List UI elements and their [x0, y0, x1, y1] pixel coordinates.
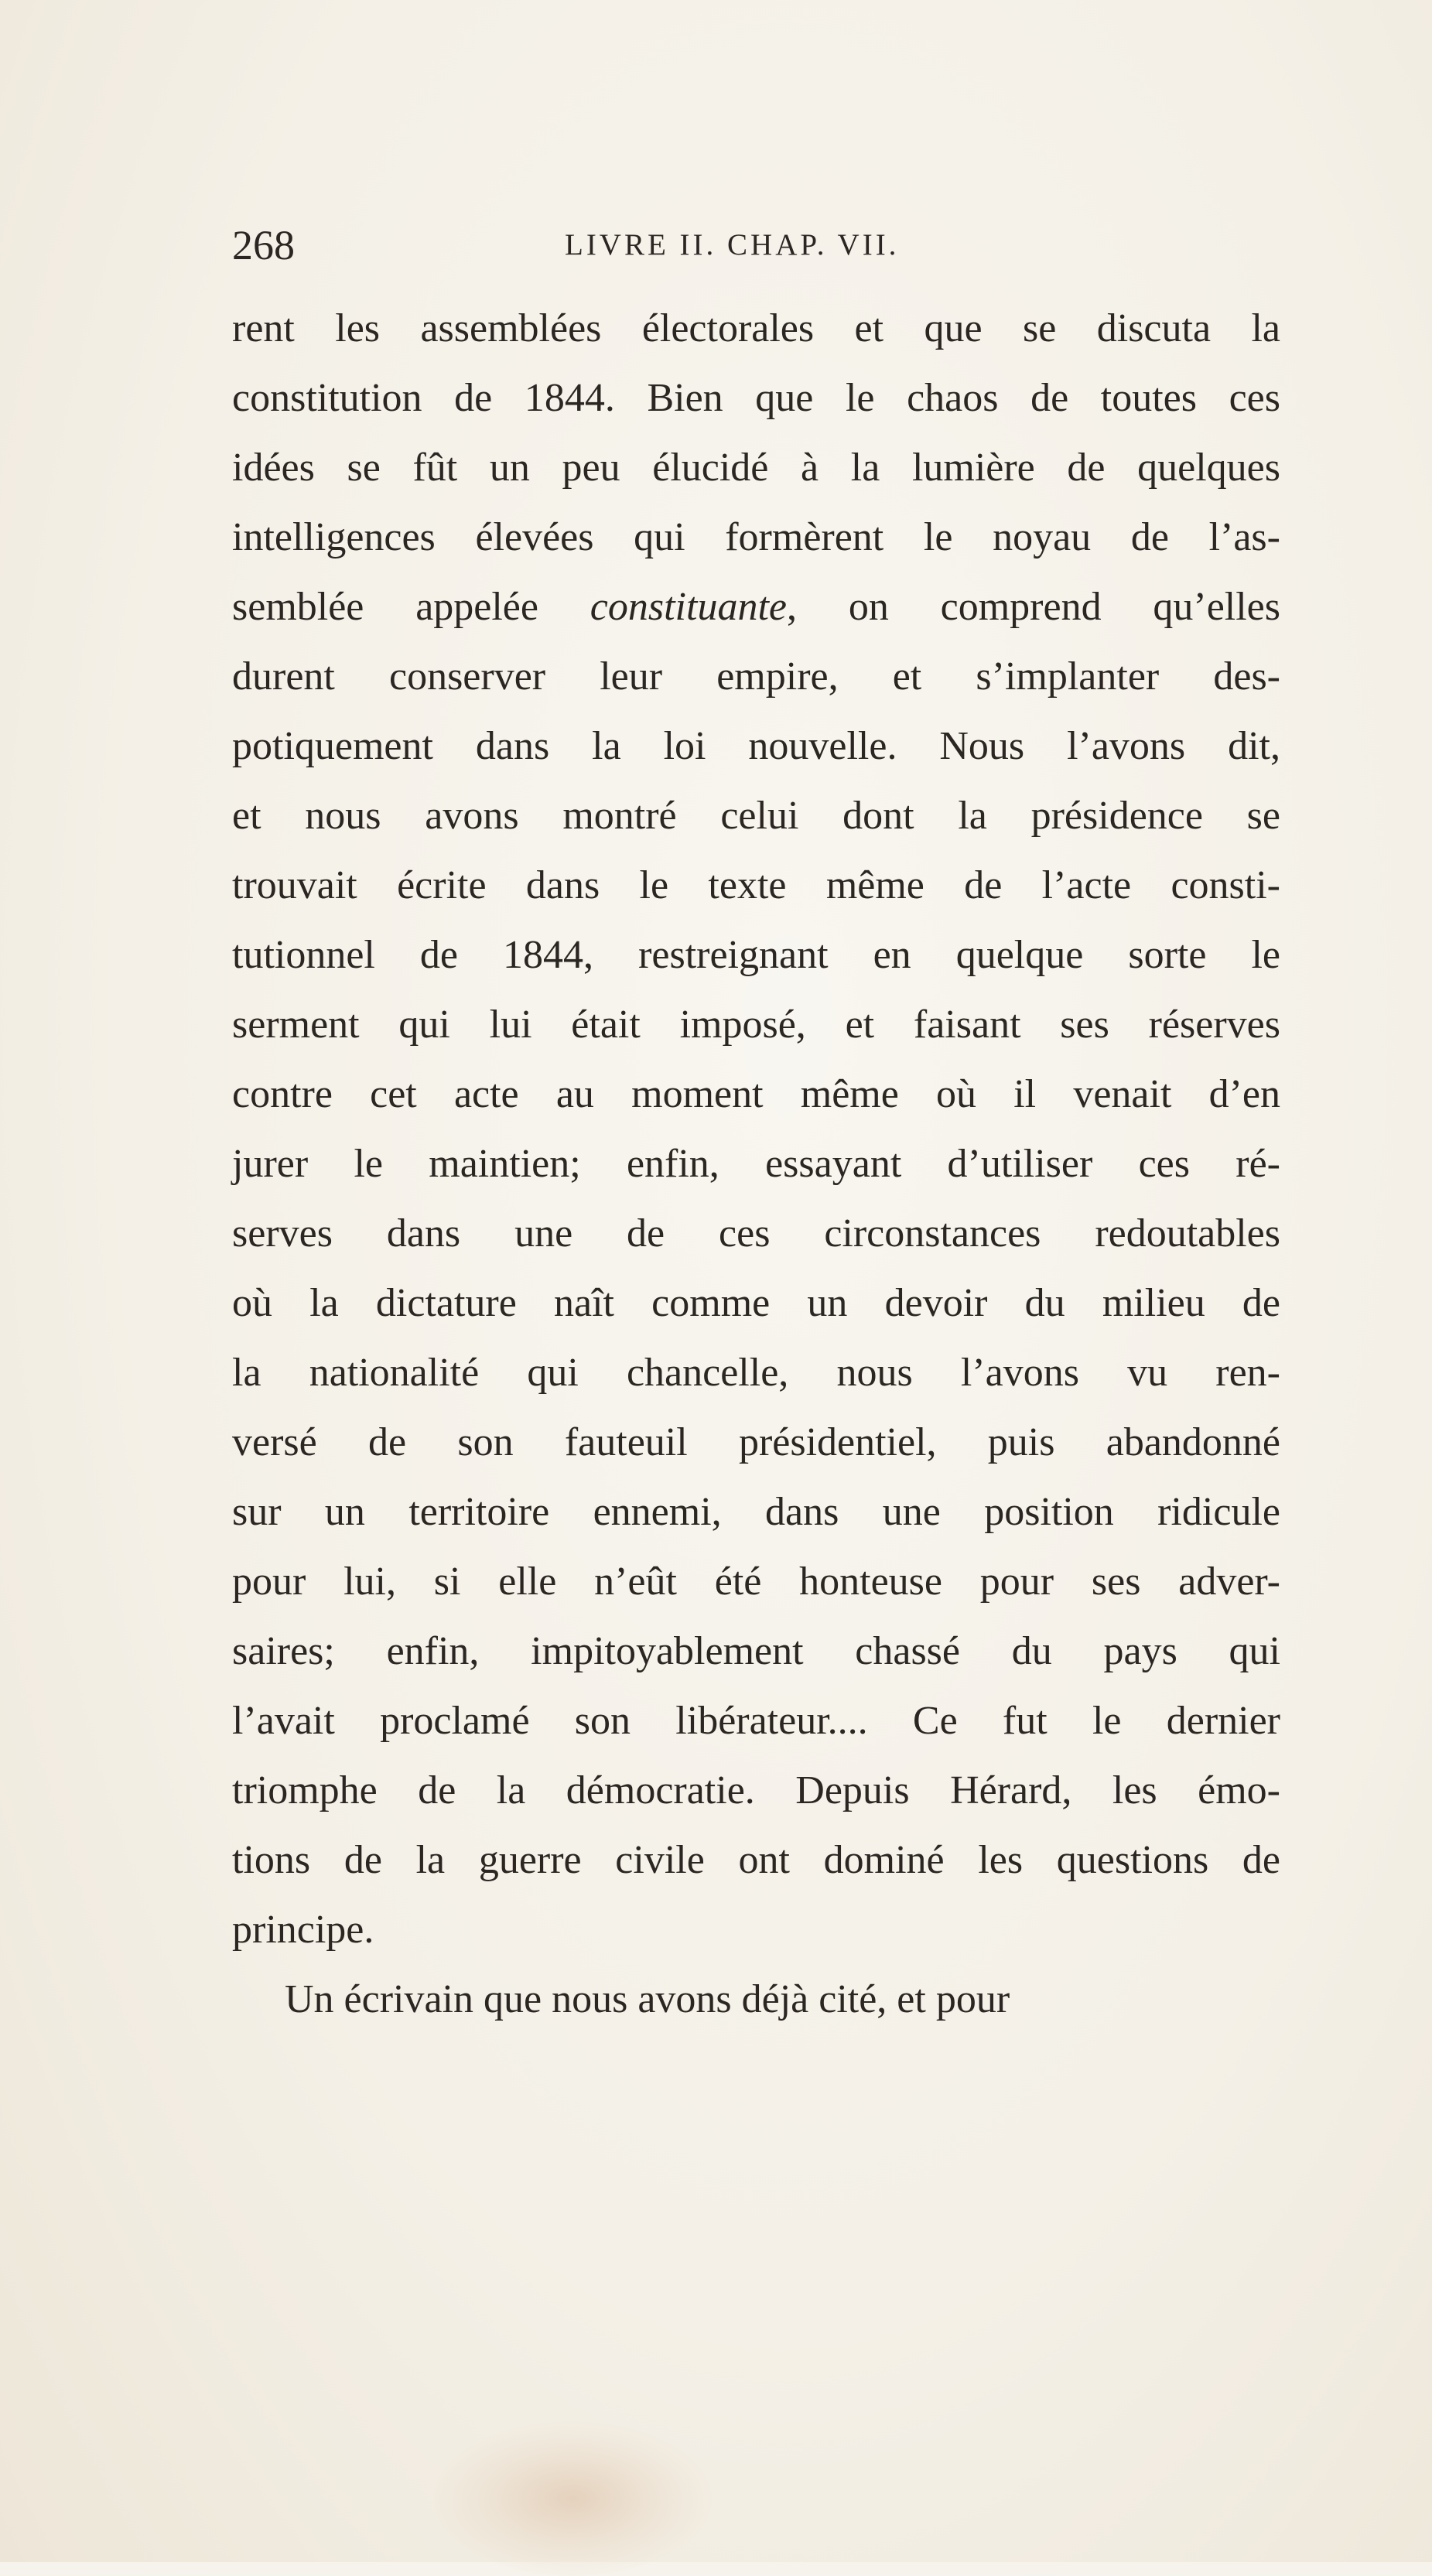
text-line: principe.: [232, 1908, 374, 1952]
paper-stain: [433, 2421, 712, 2576]
text-line: où la dictature naît comme un devoir du milieu de: [232, 1281, 1280, 1325]
text-line: contre cet acte au moment même où il venait d’en: [232, 1072, 1280, 1116]
page-number: 268: [232, 222, 295, 268]
text-line: idées se fût un peu élucidé à la lumière de quelques: [232, 446, 1280, 490]
text-line: tions de la guerre civile ont dominé les questions de: [232, 1838, 1280, 1882]
text-segment: , on comprend qu’elles: [786, 585, 1280, 629]
text-line: intelligences élevées qui formèrent le noyau de l’as-: [232, 515, 1280, 559]
text-line: versé de son fauteuil présidentiel, puis abandonné: [232, 1420, 1280, 1464]
text-line: serment qui lui était imposé, et faisant ses réserves: [232, 1003, 1280, 1047]
text-line: Un écrivain que nous avons déjà cité, et pour: [285, 1977, 1010, 2021]
text-line: durent conserver leur empire, et s’implanter des-: [232, 654, 1280, 699]
text-line: triomphe de la démocratie. Depuis Hérard, les émo-: [232, 1768, 1280, 1812]
text-line: jurer le maintien; enfin, essayant d’utiliser ces ré-: [232, 1142, 1280, 1186]
italic-term: constituante: [590, 585, 787, 629]
body-text: [232, 294, 1280, 2034]
text-line: et nous avons montré celui dont la présidence se: [232, 794, 1280, 838]
text-line: l’avait proclamé son libérateur.... Ce fut le dernier: [232, 1699, 1280, 1743]
text-line: tutionnel de 1844, restreignant en quelque sorte le: [232, 933, 1280, 977]
text-line: [232, 572, 1280, 642]
text-line: sur un territoire ennemi, dans une position ridicule: [232, 1490, 1280, 1534]
text-line: la nationalité qui chancelle, nous l’avons vu ren-: [232, 1351, 1280, 1395]
text-segment: semblée appelée: [232, 585, 538, 629]
text-line: trouvait écrite dans le texte même de l’acte consti-: [232, 863, 1280, 907]
text-line: pour lui, si elle n’eût été honteuse pour ses adver-: [232, 1560, 1280, 1604]
text-line: constitution de 1844. Bien que le chaos de toutes ces: [232, 376, 1280, 420]
page-header: [232, 218, 1284, 272]
text-line: saires; enfin, impitoyablement chassé du pays qui: [232, 1629, 1280, 1673]
text-line: rent les assemblées électorales et que se discuta la: [232, 306, 1280, 350]
text-line: serves dans une de ces circonstances redoutables: [232, 1211, 1280, 1256]
running-head: LIVRE II. CHAP. VII.: [565, 228, 900, 261]
text-line: potiquement dans la loi nouvelle. Nous l’avons dit,: [232, 724, 1280, 768]
